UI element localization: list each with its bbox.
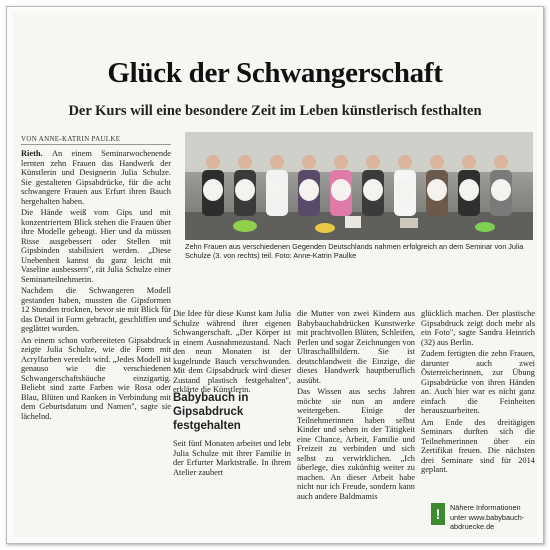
- byline-divider: [21, 144, 171, 145]
- paragraph-text: Seit fünf Monaten arbeitet und lebt Julia Schulze mit ihrer Familie in der Erfurter Marktstraße. In ihrem Atelier zaubert: [173, 439, 291, 477]
- text-column-1: [21, 149, 171, 531]
- plaster-cast: [491, 179, 511, 201]
- plaster-cast: [203, 179, 223, 201]
- text-column-2: [173, 309, 291, 394]
- info-line-1: Nähere Informationen: [450, 503, 521, 512]
- person-head: [430, 155, 444, 169]
- photo-credit: Foto: Anne-Katrin Paulke: [275, 251, 357, 260]
- paragraph: [297, 309, 415, 385]
- article: [13, 13, 537, 537]
- plaster-cast: [363, 179, 383, 201]
- photo-illustration: [185, 132, 533, 240]
- paragraph: [421, 349, 535, 416]
- paragraph-text: Das Wissen aus sechs Jahren möchte sie nun an andere weitergeben. Einige der Teilnehmerinnen haben selbst Kinder und sehen in der Tätigkeit eine Chance, Arbeit, Familie und Freizeit zu verbinden und sich selbst zu verwirklichen. „Ich überlege, dies zukünftig weiter zu machen. An dieser Arbeit habe nicht nur ich Freude, sondern kann auch andere Baldmamis: [297, 387, 415, 501]
- photo-caption: [185, 242, 533, 260]
- paragraph-text: glücklich machen. Der plastische Gipsabdruck zeigt doch mehr als ein Foto", sagte Sandra Heinrich (32) aus Berlin.: [421, 309, 535, 347]
- author-byline: VON ANNE-KATRIN PAULKE: [21, 135, 121, 143]
- paragraph-text: An einem Seminarwochenende lernten zehn Frauen das Handwerk der Künstlerin und Designerin Julia Schulze. Sie gestalteten Gipsabdrücke, für die acht schwangere Frauen aus Erfurt ihren Bauch hergehalten haben.: [21, 149, 171, 206]
- plaster-cast: [299, 179, 319, 201]
- group-photo: [185, 132, 533, 240]
- info-box: [450, 503, 536, 532]
- paragraph-text: Zudem fertigten die zehn Frauen, darunter auch zwei Österreicherinnen, zur Übung Gipsabdrücke von ihren Händen an. Auch hier war es nicht ganz einfach die Feinheiten herauszuarbeiten.: [421, 349, 535, 415]
- article-headline: Glück der Schwangerschaft: [107, 57, 443, 89]
- person-head: [334, 155, 348, 169]
- paragraph-text: An einem schon vorbereiteten Gipsabdruck zeigte Julia Schulze, wie die Form mit Acrylfarben veredelt wird. „Jedes Modell ist genauso wie die verschiedenen Schwangerschaftsbäuche einzigartig. Beliebt sind zarte Farben wie Rosa oder Blau, Blüten und Ranken in Verbindung mit dem Geburtsdatum und Namen", sagte sie lächelnd.: [21, 335, 171, 421]
- plaster-cast: [427, 179, 447, 201]
- paragraph-text: Nachdem die Schwangeren Modell gestanden haben, mussten die Gipsformen 12 Stunden trocknen, bevor sie mit Blick für das Detail in Form gebracht, geschliffen und geglättet wurden.: [21, 286, 171, 333]
- text-column-3: [297, 309, 415, 531]
- person-head: [462, 155, 476, 169]
- paragraph: [21, 149, 171, 206]
- info-badge-icon: !: [431, 503, 445, 525]
- paragraph-text: die Mutter von zwei Kindern aus Babybauchabdrücken Kunstwerke mit prachtvollen Blüten, Schleifen, Perlen und sogar Zeichnungen von Ultraschallbildern. Sie ist deutschlandweit die Einzige, die dieses Handwerk hauptberuflich ausübt.: [297, 309, 415, 385]
- info-line-2: unter www.babybauch-abdruecke.de: [450, 512, 525, 531]
- paragraph: [21, 208, 171, 284]
- paragraph: [173, 309, 291, 395]
- paragraph: [21, 286, 171, 334]
- person-head: [398, 155, 412, 169]
- plaster-cast: [395, 179, 415, 201]
- paragraph-text: Die Idee für diese Kunst kam Julia Schulze während ihrer eigenen Schwangerschaft. „Der Körper ist in einem Ausnahmezustand. Nach den neun Monaten ist der kugelrunde Bauch verschwunden. Mit dem Gipsabdruck wird dieser Zustand plastisch festgehalten", erklärte die Künstlerin.: [173, 309, 291, 394]
- article-subheadline: Der Kurs will eine besondere Zeit im Leben künstlerisch festhalten: [68, 103, 482, 119]
- paragraph: [421, 309, 535, 347]
- plaster-cast: [235, 179, 255, 201]
- text-column-2b: [173, 439, 291, 531]
- plaster-cast: [331, 179, 351, 201]
- plaster-cast: [459, 179, 479, 201]
- person-head: [206, 155, 220, 169]
- person-head: [302, 155, 316, 169]
- plaster-cast: [267, 179, 287, 201]
- paragraph: [21, 336, 171, 422]
- person-head: [366, 155, 380, 169]
- person-head: [238, 155, 252, 169]
- paragraph-text: Die Hände weiß vom Gips und mit konzentriertem Blick stehen die Frauen über ihre Modelle gebeugt. Hier und da müssen Risse ausgebessert oder Stellen mit Gipsbinden stabilisiert werden. „Diese Unebenheit kannst du ganz leicht mit Vaseline ausbessern", rät Julia Schulze einer Seminarteilnehmerin.: [21, 208, 171, 284]
- dateline: Rieth.: [21, 149, 52, 158]
- text-column-4: [421, 309, 535, 499]
- caption-text: Zehn Frauen aus verschiedenen Gegenden Deutschlands nahmen erfolgreich an dem Seminar von Julia Schulze (3. von rechts) teil.: [185, 242, 524, 260]
- paragraph-text: Am Ende des dreitägigen Seminars durften sich die Teilnehmerinnen über ein Zertifikat freuen. Die nächsten drei Seminare sind für 2014 geplant.: [421, 417, 535, 474]
- paragraph: [173, 439, 291, 477]
- section-subheading: Babybauch in Gipsabdruck festgehalten: [173, 392, 249, 432]
- paragraph: [297, 387, 415, 501]
- person-head: [270, 155, 284, 169]
- newspaper-clipping: [6, 6, 544, 544]
- person-head: [494, 155, 508, 169]
- paragraph: [421, 418, 535, 475]
